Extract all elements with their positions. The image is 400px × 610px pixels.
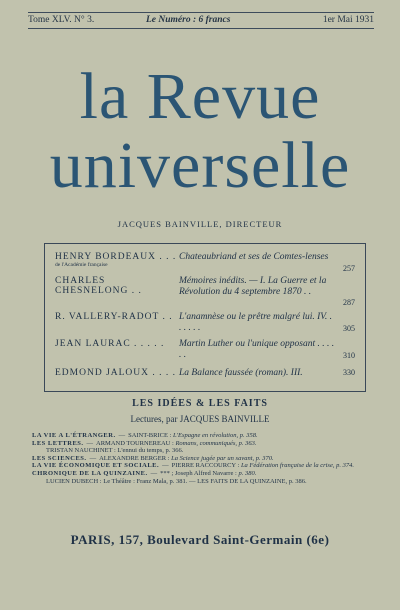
rubric-heading: LES LETTRES. (32, 439, 84, 447)
rubric-text: La Science jugée par un savant, p. 370. (171, 454, 274, 462)
journal-title-line1: la Revue (79, 60, 321, 133)
publisher-address: PARIS, 157, Boulevard Saint-Germain (6e) (70, 532, 330, 547)
rubric-item: CHRONIQUE DE LA QUINZAINE. — *** ; Joseph Alfred Navarre : p. 380. LUCIEN DUBECH : Le Théâtre : Franz Mala, p. 381. — LES FAITS DE LA QUINZAINE, p. 386. (32, 470, 372, 485)
rubric-author: ARMAND TOURNEREAU (96, 439, 171, 447)
rubric-author: SAINT-BRICE (128, 432, 168, 439)
toc-page: 330 (343, 368, 355, 377)
rubric-text: Romans, communiqués, p. 363. (175, 439, 257, 447)
toc-author: R. VALLERY-RADOT . . (55, 312, 173, 322)
toc-page: 305 (343, 324, 355, 333)
rubric-heading: LES SCIENCES. (32, 454, 87, 462)
rubric-heading: CHRONIQUE DE LA QUINZAINE. (32, 469, 148, 477)
rubric-text: La Fédération française de la crise, p. 374. (240, 462, 354, 470)
issue-date: 1er Mai 1931 (322, 15, 374, 25)
rubric-item: LES LETTRES. — ARMAND TOURNEREAU : Romans, communiqués, p. 363. TRISTAN NAUCHINET : L'ennui du temps, p. 366. (32, 440, 372, 455)
toc-author: JEAN LAURAC . . . . . (55, 339, 165, 349)
toc-page: 257 (343, 264, 355, 273)
rubric-continuation: LUCIEN DUBECH : Le Théâtre : Franz Mala, p. 381. — LES FAITS DE LA QUINZAINE, p. 386. (46, 477, 307, 485)
toc-author: HENRY BORDEAUX . . . (55, 252, 177, 262)
rubric-heading: LA VIE ÉCONOMIQUE ET SOCIALE. (32, 462, 160, 470)
lectures-line: Lectures, par JACQUES BAINVILLE (130, 414, 270, 424)
issue-price: Le Numéro : 6 francs (146, 15, 231, 25)
rubric-author: ALEXANDRE BERGER (99, 454, 167, 462)
rubric-item: LA VIE ÉCONOMIQUE ET SOCIALE. — PIERRE RACCOURCY : La Fédération française de la crise, p. 374. (32, 462, 354, 470)
rubric-list (32, 432, 372, 485)
toc-title: Martin Luther ou l'unique opposant . . . . . . (179, 339, 335, 360)
rubric-continuation: TRISTAN NAUCHINET : L'ennui du temps, p. 366. (46, 447, 184, 455)
toc-title: La Balance faussée (roman). III. (179, 368, 303, 378)
toc-author: CHARLES CHESNELONG . . (55, 276, 142, 296)
toc-author-subtitle: de l'Académie française (55, 262, 108, 268)
toc-title: L'anamnèse ou le prêtre malgré lui. IV. . . . . . . (179, 312, 332, 333)
rubric-heading: LA VIE A L'ÉTRANGER. (32, 432, 116, 439)
header-bottom-rule (28, 28, 374, 29)
header-top-rule (28, 12, 374, 13)
toc-page: 287 (343, 298, 355, 307)
rubric-author: *** ; Joseph Alfred Navarre (160, 469, 234, 477)
tome-number: Tome XLV. N° 3. (28, 15, 95, 25)
toc-page: 310 (343, 351, 355, 360)
rubric-text: L'Espagne en révolution, p. 358. (173, 432, 258, 439)
rubric-item: LES SCIENCES. — ALEXANDRE BERGER : La Science jugée par un savant, p. 370. (32, 454, 274, 462)
rubric-author: PIERRE RACCOURCY (171, 462, 236, 470)
journal-title-line2: universelle (49, 129, 351, 202)
toc-title: Chateaubriand et ses de Comtes-lenses (179, 252, 329, 262)
table-of-contents (44, 243, 366, 392)
issue-header (28, 13, 374, 27)
rubric-text: p. 380. (238, 469, 257, 477)
section-heading: LES IDÉES & LES FAITS (132, 398, 268, 409)
director-line: JACQUES BAINVILLE, DIRECTEUR (117, 219, 283, 229)
toc-author: EDMOND JALOUX . . . . (55, 368, 177, 378)
toc-title: Mémoires inédits. — I. La Guerre et la Révolution du 4 septembre 1870 . . (179, 276, 327, 297)
rubric-item: LA VIE A L'ÉTRANGER. — SAINT-BRICE : L'Espagne en révolution, p. 358. (32, 432, 258, 439)
